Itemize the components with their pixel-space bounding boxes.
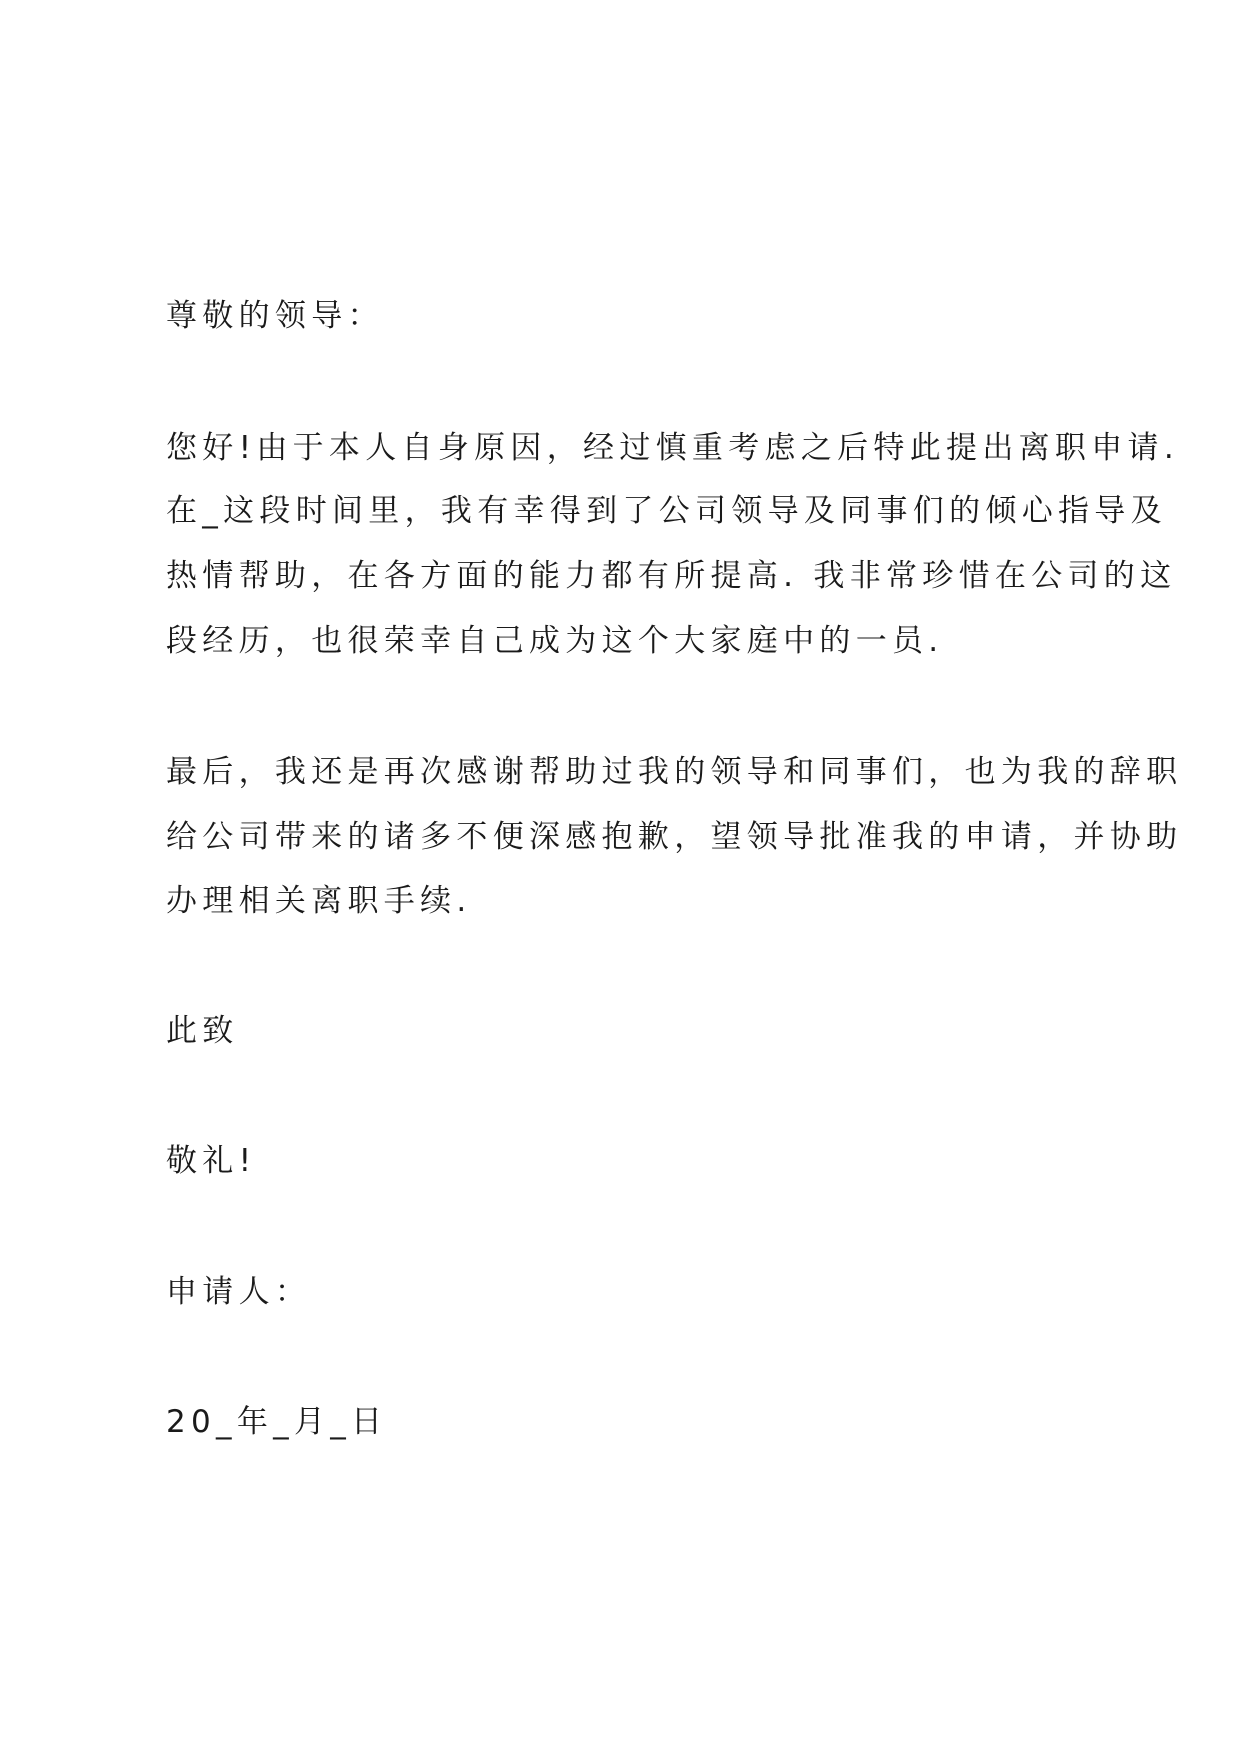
- date-line: 20_年_月_日: [166, 1404, 388, 1440]
- applicant-label: 申请人：: [166, 1274, 312, 1310]
- paragraph1-line4: 段经历，也很荣幸自己成为这个大家庭中的一员.: [166, 623, 944, 659]
- regards: 敬礼!: [166, 1143, 257, 1179]
- paragraph1-line2: 在_这段时间里，我有幸得到了公司领导及同事们的倾心指导及: [166, 493, 1167, 529]
- paragraph1-line1: 您好!由于本人自身原因，经过慎重考虑之后特此提出离职申请.: [166, 430, 1179, 466]
- salutation: 尊敬的领导：: [166, 298, 384, 334]
- closing: 此致: [166, 1013, 239, 1049]
- paragraph2-line1: 最后，我还是再次感谢帮助过我的领导和同事们，也为我的辞职: [166, 754, 1183, 790]
- paragraph1-line3: 热情帮助，在各方面的能力都有所提高. 我非常珍惜在公司的这: [166, 558, 1177, 594]
- paragraph2-line2: 给公司带来的诸多不便深感抱歉，望领导批准我的申请，并协助: [166, 819, 1183, 855]
- paragraph2-line3: 办理相关离职手续.: [166, 883, 472, 919]
